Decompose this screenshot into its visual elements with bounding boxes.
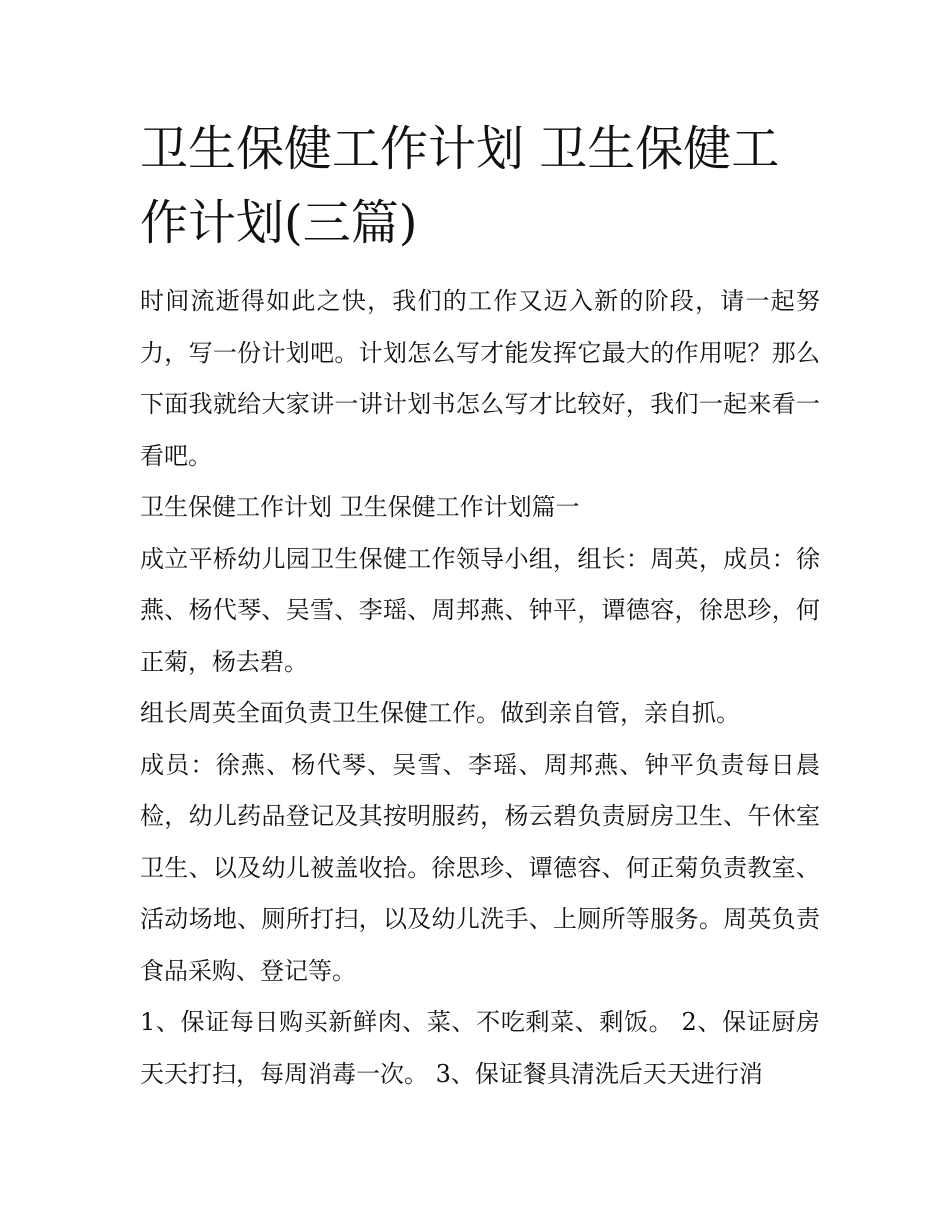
section-heading: 卫生保健工作计划 卫生保健工作计划篇一 — [140, 493, 580, 521]
leader-duty-paragraph: 组长周英全面负责卫生保健工作。做到亲自管，亲自抓。 — [140, 699, 740, 727]
intro-paragraph: 时间流逝得如此之快，我们的工作又迈入新的阶段，请一起努力，写一份计划吧。计划怎么写才能发挥它最大的作用呢？那么下面我就给大家讲一讲计划书怎么写才比较好，我们一起来看一看吧。 — [140, 287, 820, 470]
document-title: 卫生保健工作计划 卫生保健工作计划(三篇) — [140, 121, 780, 251]
member-duty-paragraph: 成员：徐燕、杨代琴、吴雪、李瑶、周邦燕、钟平负责每日晨检，幼儿药品登记及其按明服药，杨云碧负责厨房卫生、午休室卫生、以及幼儿被盖收拾。徐思珍、谭德容、何正菊负责教室、活动场地、厕所打扫，以及幼儿洗手、上厕所等服务。周英负责食品采购、登记等。 — [140, 750, 820, 985]
measures-paragraph: 1、保证每日购买新鲜肉、菜、不吃剩菜、剩饭。 2、保证厨房天天打扫，每周消毒一次。 3、保证餐具清洗后天天进行消 — [140, 1008, 820, 1088]
document-body — [140, 112, 820, 1100]
team-paragraph: 成立平桥幼儿园卫生保健工作领导小组，组长：周英，成员：徐燕、杨代琴、吴雪、李瑶、周邦燕、钟平，谭德容，徐思珍，何正菊，杨去碧。 — [140, 544, 820, 676]
